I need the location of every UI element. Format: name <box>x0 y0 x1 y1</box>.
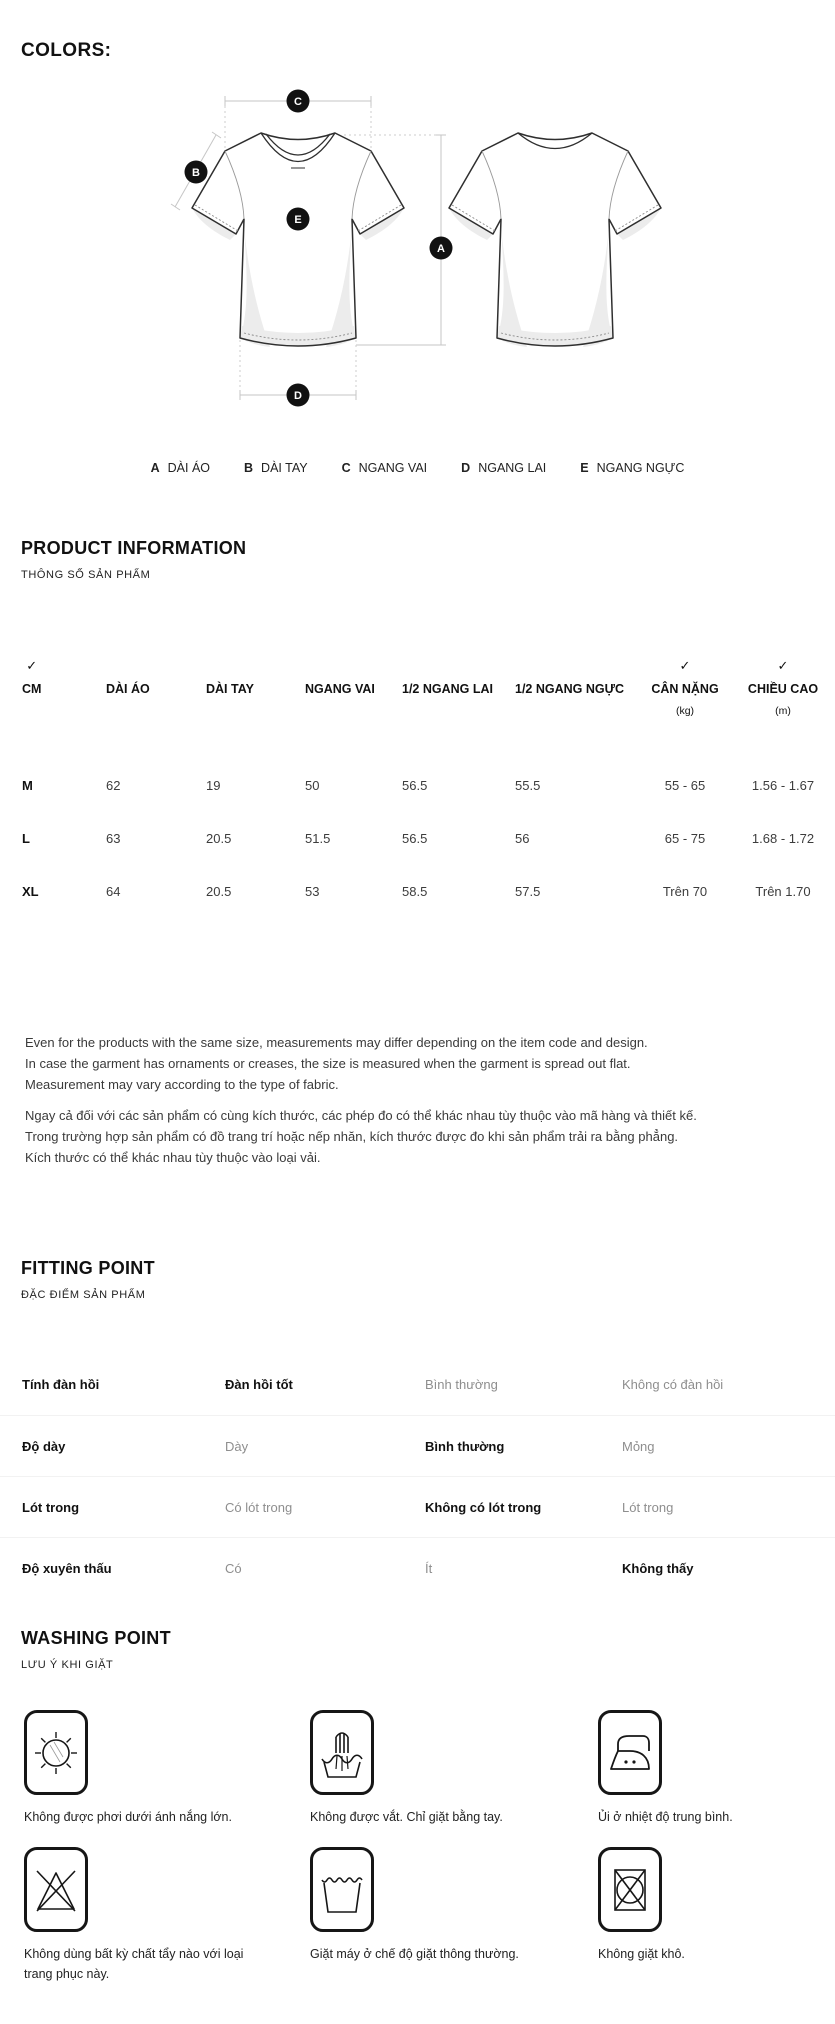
fitting-table <box>0 1354 835 1598</box>
fitting-point-title: FITTING POINT <box>21 1258 155 1278</box>
size-row-xl: XL 64 20.5 53 58.5 57.5 Trên 70 Trên 1.70 <box>22 884 811 899</box>
washing-item <box>24 1847 310 1984</box>
note-line: In case the garment has ornaments or creases, the size is measured when the garment is spread out flat. <box>25 1056 631 1071</box>
svg-text:A: A <box>437 243 445 255</box>
tshirt-back <box>449 133 661 347</box>
note-line: Ngay cả đối với các sản phẩm có cùng kích thước, các phép đo có thể khác nhau tùy thuộc vào mã hàng và thiết kế. <box>25 1108 697 1123</box>
legend-item: C NGANG VAI <box>341 461 428 475</box>
hand-wash-icon <box>310 1710 374 1795</box>
svg-text:E: E <box>294 214 302 226</box>
no-dry-clean-icon <box>598 1847 662 1932</box>
size-table <box>0 658 835 899</box>
washing-point-title: WASHING POINT <box>21 1628 171 1648</box>
washing-point-subtitle: LƯU Ý KHI GIẶT <box>21 1659 114 1671</box>
svg-text:B: B <box>192 167 200 179</box>
washing-label: Ủi ở nhiệt độ trung bình. <box>598 1810 733 1824</box>
legend-item: B DÀI TAY <box>244 461 308 475</box>
tshirt-measurement-diagram <box>148 88 688 410</box>
measure-badge-d <box>287 384 310 407</box>
svg-text:D: D <box>294 390 302 402</box>
washing-instructions <box>0 1710 835 1984</box>
measurement-notes <box>25 1032 697 1168</box>
legend-item: D NGANG LAI <box>461 461 547 475</box>
fitting-row-elasticity: Tính đàn hồi Đàn hồi tốt Bình thường Không có đàn hồi <box>22 1377 724 1392</box>
no-bleach-icon <box>24 1847 88 1932</box>
washing-label: Giặt máy ở chế độ giặt thông thường. <box>310 1947 519 1962</box>
check-icon: ✓ <box>777 658 789 673</box>
note-line: Trong trường hợp sản phẩm có đồ trang trí hoặc nếp nhăn, kích thước được đo khi sản phẩm trải ra bằng phẳng. <box>25 1129 679 1144</box>
washing-item <box>310 1710 598 1827</box>
washing-item <box>598 1710 835 1827</box>
measurement-legend <box>0 461 835 475</box>
legend-item: E NGANG NGỰC <box>580 461 685 475</box>
washing-label: Không giặt khô. <box>598 1947 685 1962</box>
measure-badge-e <box>287 208 310 231</box>
measure-badge-b <box>185 161 208 184</box>
check-icon: ✓ <box>679 658 691 673</box>
svg-text:C: C <box>294 96 302 108</box>
colors-heading: COLORS: <box>21 40 112 61</box>
fitting-row-lining: Lót trong Có lót trong Không có lót trong Lót trong <box>0 1476 835 1537</box>
washing-item <box>598 1847 835 1984</box>
fitting-point-subtitle: ĐẶC ĐIỂM SẢN PHẨM <box>21 1289 146 1301</box>
tshirt-front <box>192 133 404 347</box>
washing-label: Không được vắt. Chỉ giặt bằng tay. <box>310 1810 503 1824</box>
product-information-subtitle: THÔNG SỐ SẢN PHẨM <box>21 569 151 581</box>
washing-item <box>24 1710 310 1827</box>
measure-badge-c <box>287 90 310 113</box>
washing-item <box>310 1847 598 1984</box>
fitting-row-thickness: Độ dày Dày Bình thường Mỏng <box>0 1415 835 1476</box>
iron-medium-icon <box>598 1710 662 1795</box>
note-line: Kích thước có thể khác nhau tùy thuộc vào loại vải. <box>25 1150 321 1165</box>
size-row-m: M 62 19 50 56.5 55.5 55 - 65 1.56 - 1.67 <box>22 778 815 793</box>
washing-label: Không được phơi dưới ánh nắng lớn. <box>24 1810 232 1824</box>
size-row-l: L 63 20.5 51.5 56.5 56 65 - 75 1.68 - 1.72 <box>22 831 815 846</box>
no-sun-dry-icon <box>24 1710 88 1795</box>
size-table-header: ✓ CM DÀI ÁO DÀI TAY NGANG VAI 1/2 NGANG LAI 1/2 NGANG NGỰC ✓ CÂN NẶNG (kg) ✓ CHIỀU CAO (m) <box>22 658 835 721</box>
check-icon: ✓ <box>26 658 38 673</box>
machine-wash-icon <box>310 1847 374 1932</box>
product-information-title: PRODUCT INFORMATION <box>21 538 247 558</box>
measure-badge-a <box>430 237 453 260</box>
washing-label: Không dùng bất kỳ chất tẩy nào với loại trang phục này. <box>24 1947 244 1981</box>
note-line: Even for the products with the same size, measurements may differ depending on the item code and design. <box>25 1035 648 1050</box>
note-line: Measurement may vary according to the type of fabric. <box>25 1077 339 1092</box>
legend-item: A DÀI ÁO <box>150 461 211 475</box>
fitting-row-transparency: Độ xuyên thấu Có Ít Không thấy <box>0 1537 835 1598</box>
